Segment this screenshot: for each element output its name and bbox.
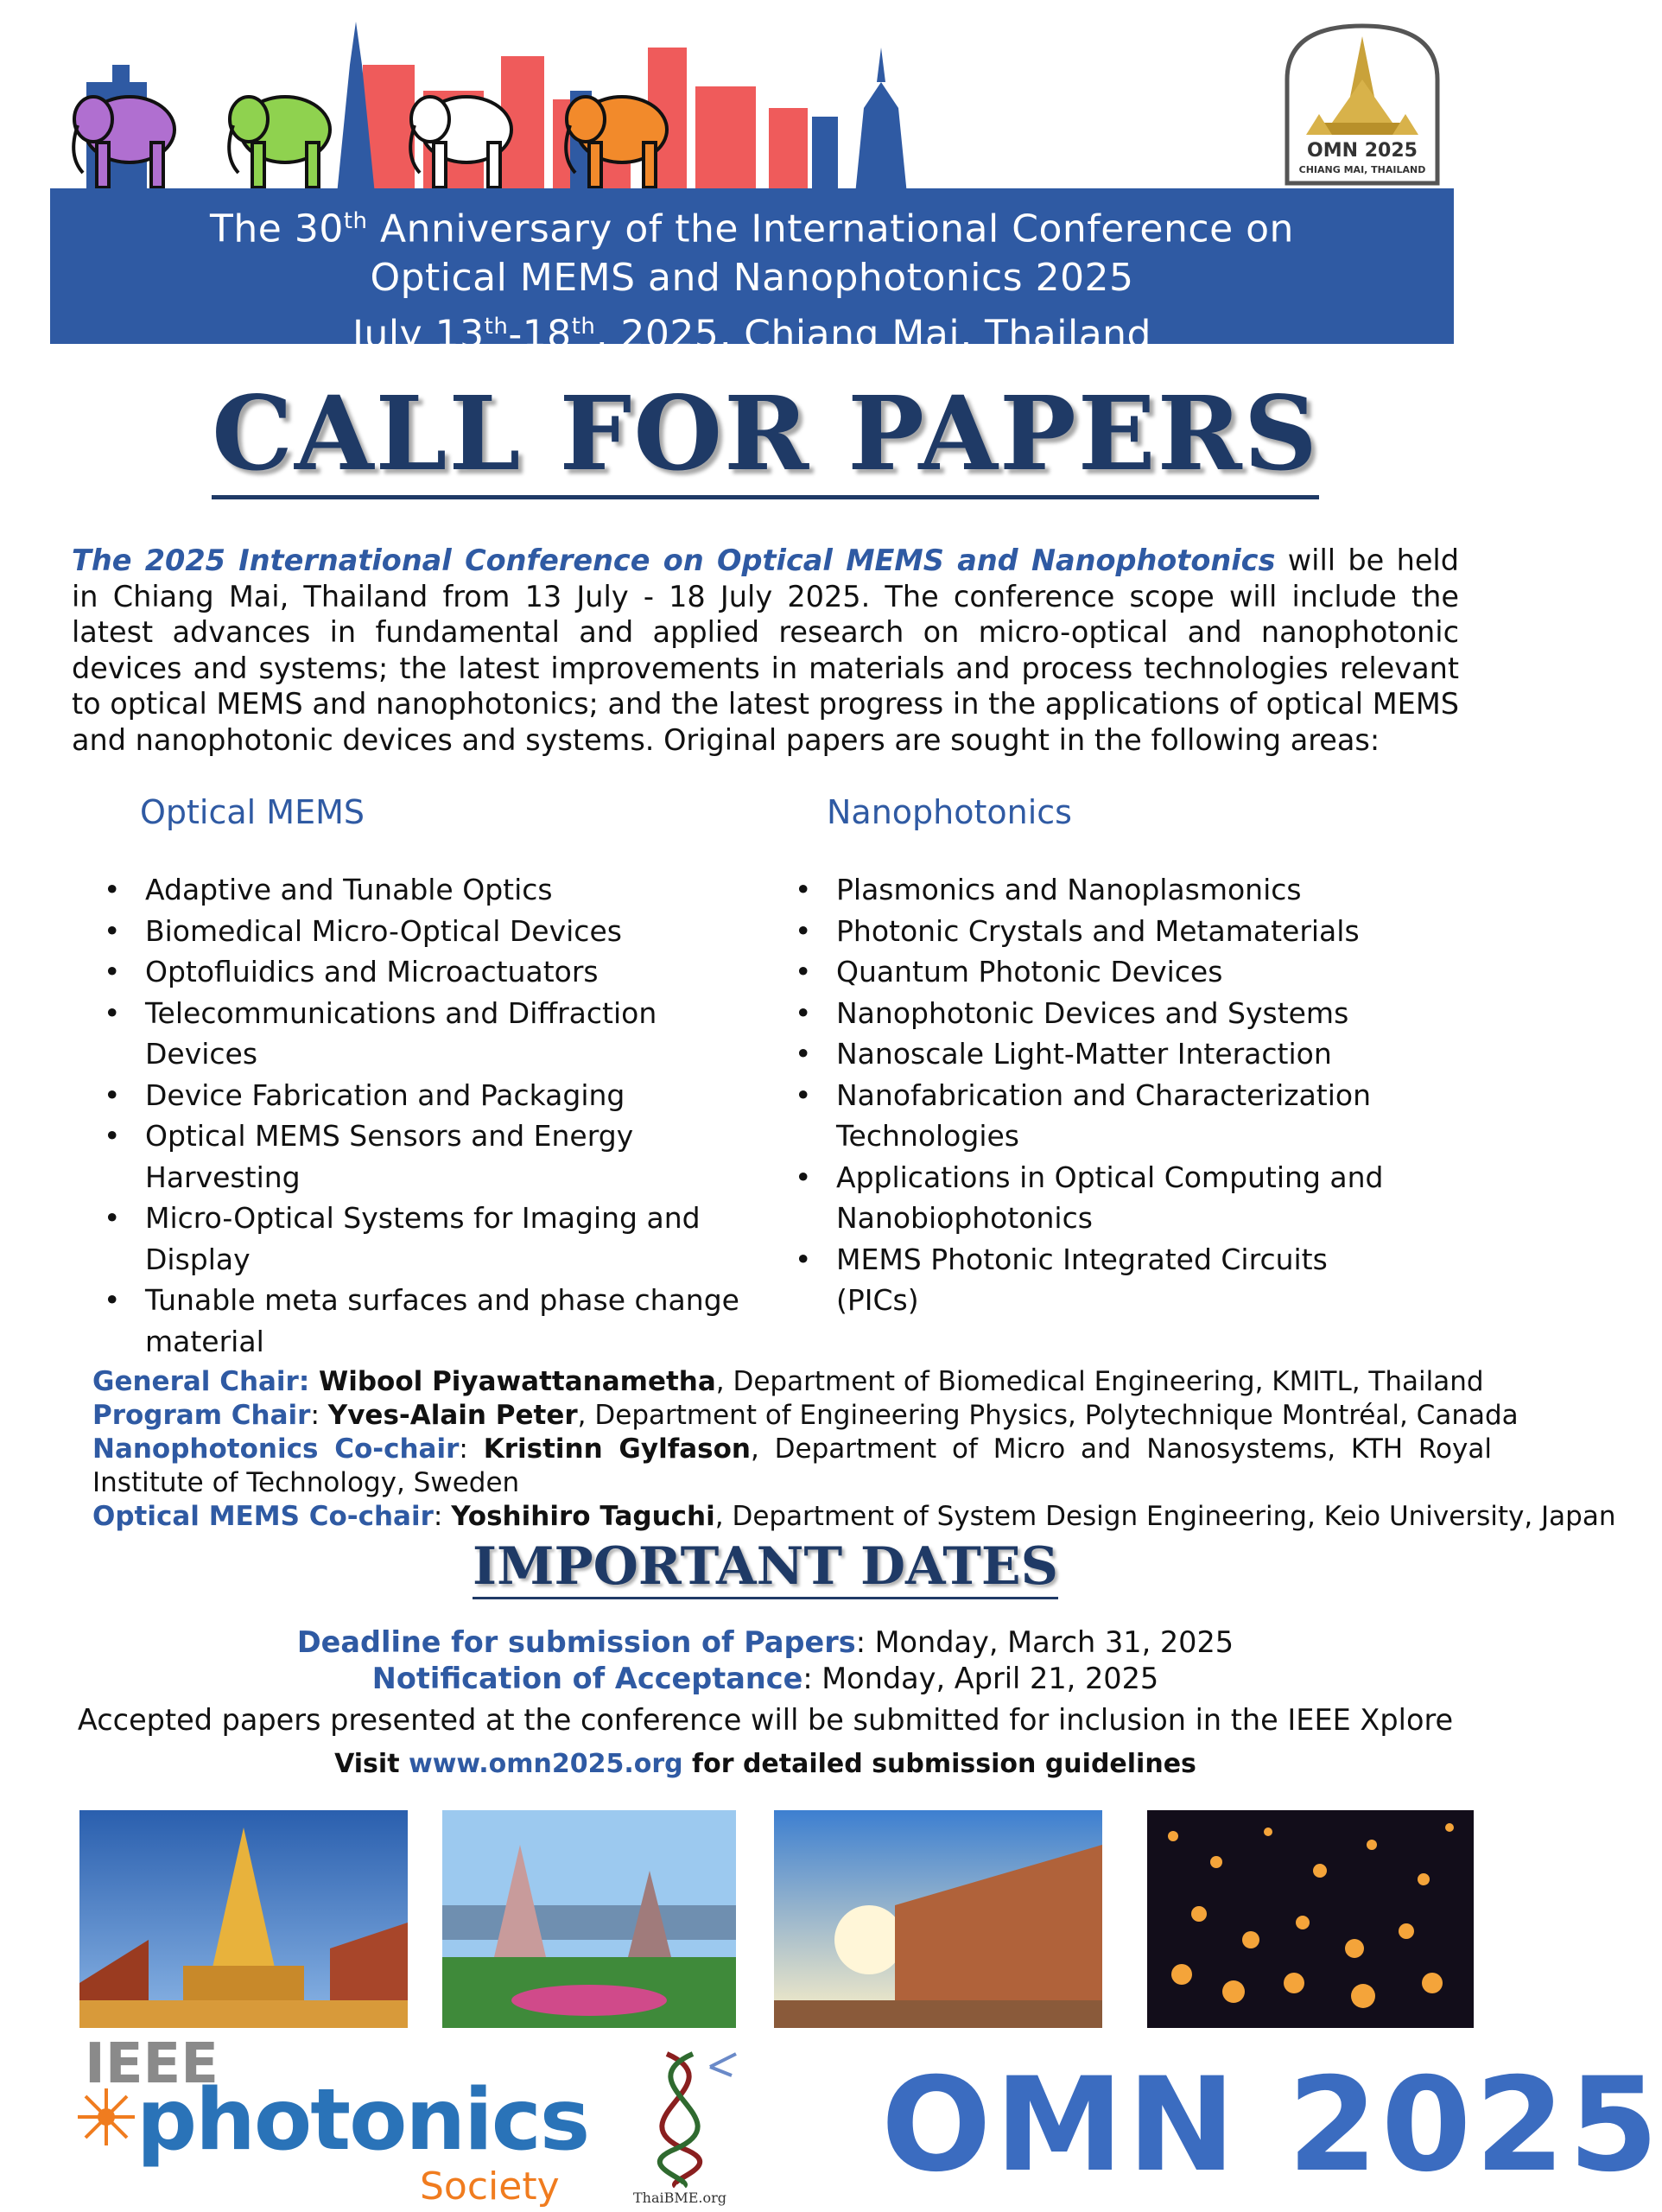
intro-body: will be held in Chiang Mai, Thailand from 13 July - 18 July 2025. The conference scope will include the latest advances in fundamental and applied research on micro-optical and nanophotonic devices and systems; the latest improvements in materials and process technologies relevant to optical MEMS and nanophotonics; and the latest progress in the applications of optical MEMS and nanophotonic devices and systems. Original papers are sought in the following areas: [72,543,1460,757]
website-link[interactable]: www.omn2025.org [408,1749,683,1779]
list-item: • Nanophotonic Devices and Systems [795,993,1451,1034]
conference-banner [50,188,1454,357]
temple-icon [1280,19,1444,188]
temple-photo [79,1810,408,2028]
lantern-festival-photo [1147,1810,1474,2028]
list-item: • MEMS Photonic Integrated Circuits (PICs) [795,1239,1354,1321]
dna-icon [615,2050,745,2188]
intro-lead: The 2025 International Conference on Optical MEMS and Nanophotonics [72,543,1276,577]
ieee-wordmark: IEEE [85,2032,219,2096]
starburst-icon [76,2087,136,2147]
skyline-illustration [52,13,1019,194]
banner-line-2: Optical MEMS and Nanophotonics 2025 [370,255,1134,300]
badge-title: OMN 2025 [1307,140,1418,162]
banner-line-1: The 30th Anniversary of the International Conference on [210,207,1294,251]
banner-line-3: July 13th-18th, 2025, Chiang Mai, Thailand [352,312,1151,357]
city-wall-photo [774,1810,1102,2028]
chair-row: Program Chair: Yves-Alain Peter, Department of Engineering Physics, Polytechnique Montréal, Canada [92,1400,1519,1431]
page-title: CALL FOR PAPERS [0,373,1531,493]
xplore-note: Accepted papers presented at the conference will be submitted for inclusion in the IEEE Xplore [77,1703,1454,1737]
visit-line: Visit www.omn2025.org for detailed submission guidelines [334,1749,1196,1779]
list-item: • Tunable meta surfaces and phase change material [104,1280,750,1362]
chair-row: General Chair: Wibool Piyawattanametha, Department of Biomedical Engineering, KMITL, Thailand [92,1366,1484,1397]
list-item: • Micro-Optical Systems for Imaging and Display [104,1198,715,1280]
list-item: • Optical MEMS Sensors and Energy Harvesting [104,1116,663,1198]
badge-subtitle: CHIANG MAI, THAILAND [1298,164,1426,175]
deadline-line: Deadline for submission of Papers: Monday, March 31, 2025 [296,1625,1234,1659]
omn-2025-wordmark: OMN 2025 [881,2050,1662,2201]
list-item: • Telecommunications and Diffraction Devices [104,993,777,1075]
omn-badge-logo [1280,19,1444,188]
intro-paragraph [72,543,1459,758]
list-item: • Adaptive and Tunable Optics [104,869,777,911]
list-item: • Optofluidics and Microactuators [104,951,777,993]
nanophotonics-heading: Nanophotonics [827,793,1072,831]
optical-mems-heading: Optical MEMS [140,793,365,831]
list-item: • Photonic Crystals and Metamaterials [795,911,1451,952]
important-dates [0,1624,1531,1738]
society-wordmark: Society [420,2164,560,2209]
thaibme-url: ThaiBME.org [632,2190,727,2206]
list-item: • Biomedical Micro-Optical Devices [104,911,777,952]
nanophotonics-topic-list [795,869,1451,1321]
list-item: • Plasmonics and Nanoplasmonics [795,869,1451,911]
notification-line: Notification of Acceptance: Monday, April 21, 2025 [371,1662,1159,1695]
pagoda-photo [442,1810,736,2028]
committee-chairs [92,1365,1616,1534]
list-item: • Nanofabrication and Characterization Technologies [795,1075,1424,1157]
chair-row: Optical MEMS Co-chair: Yoshihiro Taguchi, Department of System Design Engineering, Keio University, Japan [92,1501,1616,1532]
list-item: • Device Fabrication and Packaging [104,1075,777,1116]
optical-mems-topic-list [104,869,777,1362]
chair-row: Nanophotonics Co-chair: Kristinn Gylfason, Department of Micro and Nanosystems, KTH Royal Institute of Technology, Sweden [92,1433,1492,1498]
list-item: • Nanoscale Light-Matter Interaction [795,1033,1451,1075]
list-item: • Quantum Photonic Devices [795,951,1451,993]
ieee-photonics-society-logo [76,2032,629,2209]
important-dates-heading: IMPORTANT DATES [0,1536,1531,1597]
photonics-wordmark: photonics [136,2071,589,2170]
list-item: • Applications in Optical Computing and Nanobiophotonics [795,1157,1424,1239]
thaibme-logo [615,2050,745,2212]
